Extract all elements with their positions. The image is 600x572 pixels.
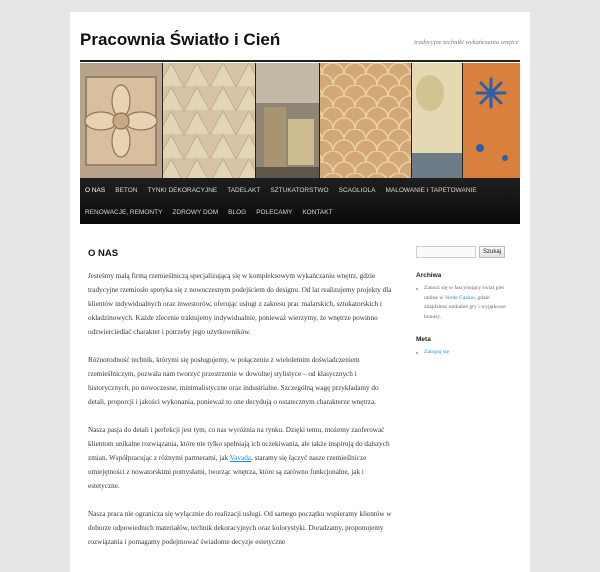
verde-casino-link[interactable]: Verde Casino — [444, 294, 475, 301]
vavada-link[interactable]: Vavada — [229, 454, 251, 462]
paragraph-4: Nasza praca nie ogranicza się wyłącznie do realizacji usługi. Od samego początku wspieramy klientów w doborze odpowiednich materiałów, technik dekoracyjnych oraz kolorystyki. Doradzamy, proponujemy rozwiązania i pomagamy podejmować świadome decyzje estetyczne — [88, 510, 392, 546]
meta-title: Meta — [416, 336, 431, 343]
main-content — [88, 234, 393, 563]
paragraph-3-text-end: , staramy się łączyć nasze rzemieślnicze umiejętności z nowatorskimi pomysłami, tworząc wnętrza, które są zarówno funkcjonalne, jak i estetyczne. — [88, 454, 367, 490]
banner-collage — [80, 63, 520, 178]
nav-item-blog[interactable]: BLOG — [228, 208, 247, 216]
archiwa-list — [416, 284, 508, 322]
nav-item-o-nas[interactable]: O NAS — [85, 186, 106, 194]
paragraph-2: Różnorodność technik, którymi się posługujemy, w połączeniu z wieloletnim doświadczeniem rzemieślniczym, pozwala nam tworzyć przestrzenie w dowolnej stylistyce – od klasycznych i historycznych, po nowoczesne, minimalistyczne oraz industrialne. Szczególną wagę przykładamy do detali, proporcji i jakości wykonania, ponieważ to one decydują o ostatecznym charakterze wnętrza. — [88, 356, 379, 406]
nav-item-sztukatorstwo[interactable]: SZTUKATORSTWO — [270, 186, 329, 194]
header-banner-image — [80, 63, 520, 178]
nav-row-secondary — [80, 201, 338, 223]
meta-list — [416, 348, 508, 358]
archiwa-title: Archiwa — [416, 272, 442, 279]
nav-item-tadelakt[interactable]: TADELAKT — [227, 186, 261, 194]
nav-item-renowacje-remonty[interactable]: RENOWACJE, REMONTY — [85, 208, 163, 216]
sidebar — [416, 246, 508, 358]
header-divider — [80, 60, 520, 62]
nav-item-zdrowy-dom[interactable]: ZDROWY DOM — [172, 208, 219, 216]
paragraph-3 — [88, 423, 393, 493]
archiwa-item — [424, 284, 508, 322]
nav-item-polecamy[interactable]: POLECAMY — [256, 208, 293, 216]
page-title: O NAS — [88, 248, 119, 259]
paragraph-3-text-start: Nasza pasja do detali i perfekcji jest tym, co nas wyróżnia na rynku. Dzięki temu, możemy zaoferować klientom unikalne rozwiązania, które nie tylko spełniają ich oczekiwania, ale także inspirują do dalszych zmian. Współpracując z różnymi partnerami, jak — [88, 426, 390, 462]
site-tagline: tradycyjne techniki wykańczania wnętrz — [414, 39, 518, 46]
nav-item-malowanie-i-tapetowanie[interactable]: MALOWANIE I TAPETOWANIE — [385, 186, 477, 194]
nav-item-tynki-dekoracyjne[interactable]: TYNKI DEKORACYJNE — [147, 186, 218, 194]
nav-item-kontakt[interactable]: KONTAKT — [302, 208, 333, 216]
search-button[interactable]: Szukaj — [479, 246, 505, 258]
nav-row-primary — [80, 179, 482, 201]
login-link[interactable]: Zaloguj się — [424, 349, 450, 355]
search-input[interactable] — [416, 246, 476, 258]
page-container — [70, 12, 530, 572]
paragraph-1: Jesteśmy małą firmą rzemieślniczą specjalizującą się w kompleksowym wykańczaniu wnętrz, gdzie tradycyjne rzemiosło spotyka się z nowoczesnym podejściem do designu. Od lat realizujemy projekty dla klientów indywidualnych oraz inwestorów, oferując usługi z zakresu prac malarskich, sztukatorskich i okładzinowych. Każde zlecenie traktujemy indywidualnie, ponieważ wierzymy, że wnętrze powinno odzwierciedlać charakter i potrzeby jego użytkowników. — [88, 272, 392, 336]
site-title[interactable]: Pracownia Światło i Cień — [80, 30, 281, 49]
nav-item-scagliola[interactable]: SCAGLIOLA — [338, 186, 376, 194]
archiwa-text-start: Zanurz się w fascynujący świat gier online w — [424, 285, 505, 301]
search-form — [416, 246, 508, 258]
archiwa-text-end: , gdzie znajdziesz unikalne gry i wyjątkowe bonusy. — [424, 294, 506, 320]
meta-item — [424, 348, 508, 358]
nav-item-beton[interactable]: BETON — [115, 186, 138, 194]
main-navigation — [80, 178, 520, 224]
